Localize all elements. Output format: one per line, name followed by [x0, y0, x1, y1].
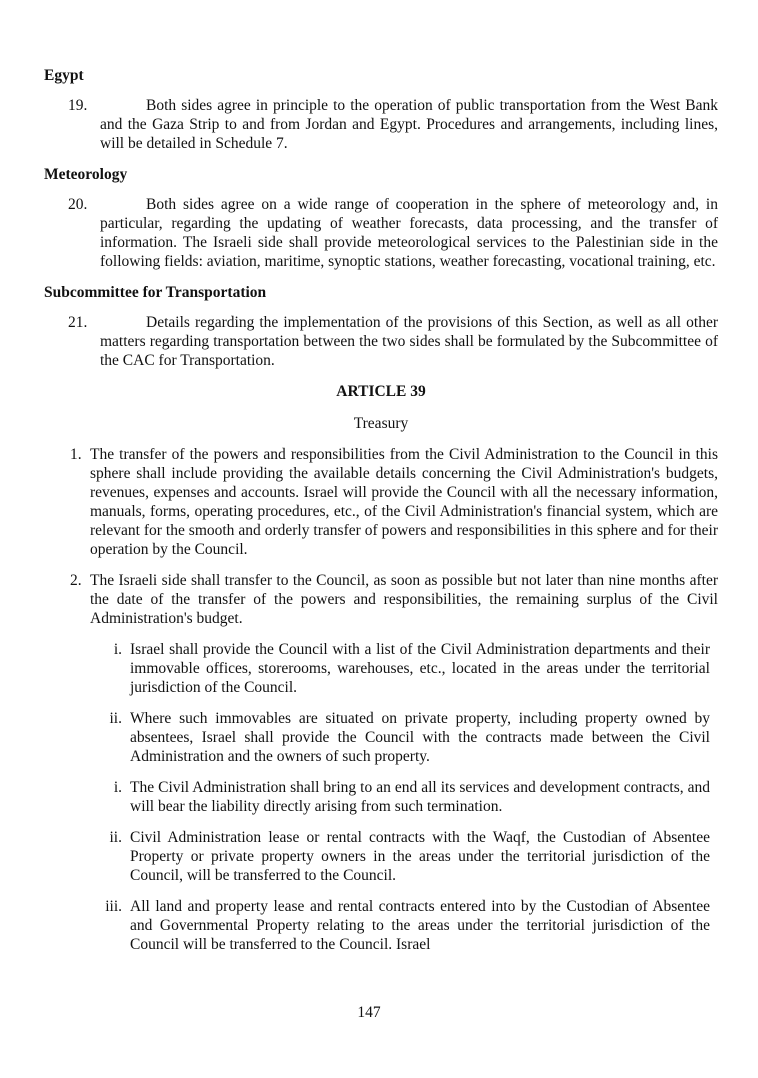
paragraph-19	[68, 96, 718, 153]
roman-item-text: Civil Administration lease or rental contracts with the Waqf, the Custodian of Absentee Property or private property owners in the areas under the territorial jurisdiction of the Council, will be transferred to the Council.	[130, 829, 710, 884]
roman-item-number: ii.	[109, 710, 122, 727]
roman-item-text: The Civil Administration shall bring to an end all its services and development contracts, and will bear the liability directly arising from such termination.	[130, 779, 710, 815]
article-heading: ARTICLE 39	[336, 383, 426, 400]
roman-item-number: i.	[113, 779, 122, 796]
roman-item-text: Where such immovables are situated on private property, including property owned by absentees, Israel shall provide the Council with the contracts made between the Civil Administration and the owners of such property.	[130, 710, 710, 765]
paragraph-text: Both sides agree in principle to the operation of public transportation from the West Bank and the Gaza Strip to and from Jordan and Egypt. Procedures and arrangements, including lines, will be detailed in Schedule 7.	[100, 97, 718, 152]
roman-item-number: ii.	[109, 829, 122, 846]
roman-item-i-a	[113, 640, 710, 697]
list-item-text: The Israeli side shall transfer to the Council, as soon as possible but not later than nine months after the date of the transfer of the powers and responsibilities, the remaining surplus of the Civil Administration's budget.	[90, 572, 718, 627]
list-item-1	[70, 445, 718, 559]
roman-item-i-b	[113, 778, 710, 816]
roman-item-ii-b	[109, 828, 710, 885]
paragraph-text: Details regarding the implementation of the provisions of this Section, as well as all other matters regarding transportation between the two sides shall be formulated by the Subcommittee of the CAC for Transportation.	[100, 314, 718, 369]
paragraph-number: 21.	[68, 314, 88, 331]
roman-item-ii-a	[109, 709, 710, 766]
section-heading-egypt: Egypt	[44, 67, 84, 84]
paragraph-number: 20.	[68, 196, 88, 213]
roman-item-text: Israel shall provide the Council with a list of the Civil Administration departments and their immovable offices, storerooms, warehouses, etc., located in the areas under the territorial jurisdiction of the Council.	[130, 641, 710, 696]
roman-item-number: iii.	[105, 898, 122, 915]
paragraph-number: 19.	[68, 97, 88, 114]
list-item-2	[70, 571, 718, 628]
roman-item-number: i.	[113, 641, 122, 658]
list-item-number: 1.	[70, 446, 82, 463]
paragraph-text: Both sides agree on a wide range of cooperation in the sphere of meteorology and, in particular, regarding the updating of weather forecasts, data processing, and the transfer of information. The Israeli side shall provide meteorological services to the Palestinian side in the following fields: aviation, maritime, synoptic stations, weather forecasting, vocational training, etc.	[100, 196, 718, 270]
roman-item-iii	[105, 897, 710, 954]
list-item-text: The transfer of the powers and responsibilities from the Civil Administration to the Council in this sphere shall include providing the available details concerning the Civil Administration's budgets, revenues, expenses and accounts. Israel will provide the Council with all the necessary information, manuals, forms, operating procedures, etc., of the Civil Administration's financial system, which are relevant for the smooth and orderly transfer of powers and responsibilities in this sphere and for their operation by the Council.	[90, 446, 718, 558]
page-number: 147	[357, 1004, 381, 1021]
section-heading-meteorology: Meteorology	[44, 166, 128, 183]
paragraph-21	[68, 313, 718, 370]
article-subheading: Treasury	[353, 415, 409, 432]
list-item-number: 2.	[70, 572, 82, 589]
section-heading-subcommittee-transportation: Subcommittee for Transportation	[44, 284, 267, 301]
paragraph-20	[68, 195, 718, 271]
roman-item-text: All land and property lease and rental contracts entered into by the Custodian of Absentee and Governmental Property relating to the areas under the territorial jurisdiction of the Council will be transferred to the Council. Israel	[130, 898, 710, 953]
